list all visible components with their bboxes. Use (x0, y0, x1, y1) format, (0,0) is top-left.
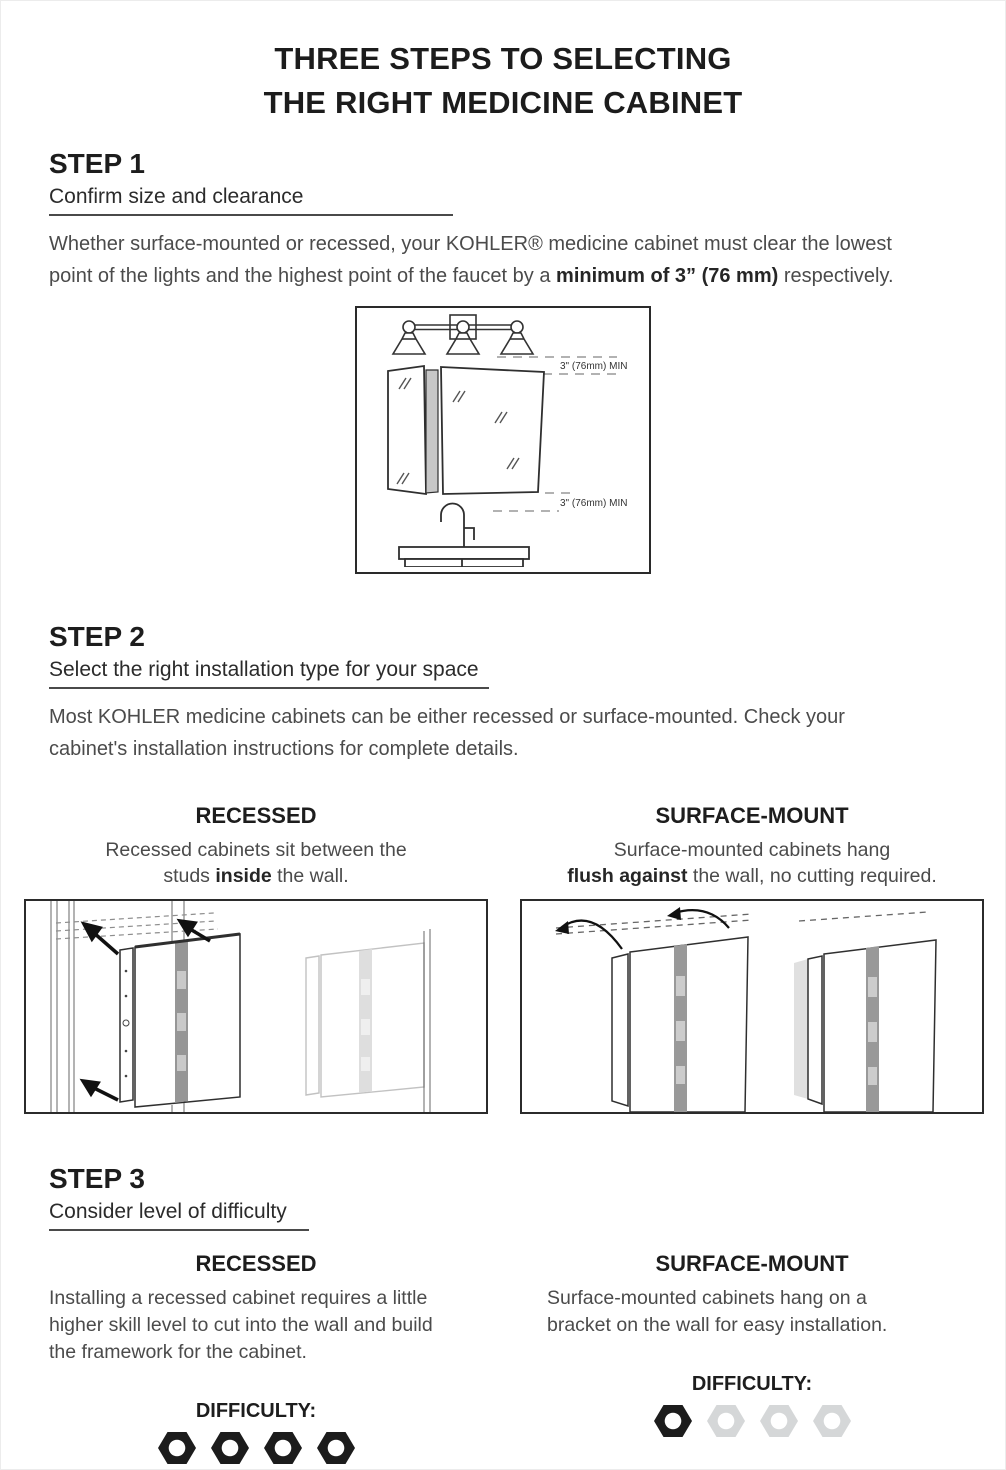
nut-icon (707, 1404, 745, 1438)
step3-surface-column (520, 1251, 984, 1465)
nut-icon (654, 1404, 692, 1438)
step1-heading: STEP 1 (49, 148, 145, 179)
difficulty-label: DIFFICULTY: (195, 1400, 317, 1422)
recessed-difficulty (24, 1400, 488, 1465)
page-title-line1: THREE STEPS TO SELECTING (274, 41, 732, 76)
light-cones (393, 333, 533, 354)
clearance-bottom-label: 3" (76mm) MIN (560, 498, 628, 509)
step1-body-line1: Whether surface-mounted or recessed, your KOHLER® medicine cabinet must clear the lowest (49, 233, 892, 255)
nut-icon (158, 1431, 196, 1465)
nut-icon (317, 1431, 355, 1465)
cabinet-shadow (794, 959, 808, 1099)
nut-icon (813, 1404, 851, 1438)
surface-mount-title: SURFACE-MOUNT (655, 1251, 849, 1276)
cabinet-hinge (426, 370, 438, 493)
step3-recessed-column (24, 1251, 488, 1465)
surface-difficulty-desc: Surface-mounted cabinets hang on a bracket on the wall for easy installation. (547, 1287, 888, 1336)
page-title (1, 37, 1005, 125)
nut-icon (760, 1404, 798, 1438)
cabinet-side (612, 954, 628, 1106)
step1-body (49, 228, 957, 292)
recessed-difficulty-desc: Installing a recessed cabinet requires a little higher skill level to cut into the wall and build the framework for the cabinet. (49, 1287, 433, 1363)
difficulty-rating-surface (520, 1404, 984, 1438)
step2-subheading: Select the right installation type for your space (49, 658, 489, 689)
recessed-title: RECESSED (195, 803, 317, 828)
difficulty-rating-recessed (24, 1431, 488, 1465)
clearance-diagram-art (357, 308, 649, 567)
cabinet-front (441, 367, 544, 494)
step1-subheading: Confirm size and clearance (49, 185, 453, 216)
page-title-line2: THE RIGHT MEDICINE CABINET (263, 85, 743, 120)
recessed-desc: Recessed cabinets sit between the studs inside the wall. (105, 839, 407, 887)
clearance-diagram (355, 306, 651, 574)
faucet (441, 504, 474, 548)
step3-heading: STEP 3 (49, 1163, 145, 1194)
surface-mount-desc: Surface-mounted cabinets hang flush against the wall, no cutting required. (567, 839, 937, 887)
step2-body-line1: Most KOHLER medicine cabinets can be either recessed or surface-mounted. Check your (49, 706, 845, 728)
step2-recessed-column (24, 803, 488, 889)
step2-heading: STEP 2 (49, 621, 145, 652)
step3-subheading: Consider level of difficulty (49, 1200, 309, 1231)
step2-body-line2: cabinet's installation instructions for complete details. (49, 738, 519, 760)
clearance-top-label: 3" (76mm) MIN (560, 361, 628, 372)
difficulty-label: DIFFICULTY: (691, 1373, 813, 1395)
recessed-illustration (24, 899, 488, 1114)
surface-mount-illustration (520, 899, 984, 1114)
recessed-title: RECESSED (195, 1251, 317, 1276)
nut-icon (264, 1431, 302, 1465)
nut-icon (211, 1431, 249, 1465)
vanity (399, 547, 529, 567)
step1-body-line2: point of the lights and the highest point of the faucet by a minimum of 3” (76 mm) respectively. (49, 265, 894, 287)
step2-surface-column (520, 803, 984, 889)
cabinet-front (630, 937, 748, 1112)
surface-difficulty (520, 1373, 984, 1438)
step2-body (49, 701, 957, 765)
surface-mount-title: SURFACE-MOUNT (655, 803, 849, 828)
